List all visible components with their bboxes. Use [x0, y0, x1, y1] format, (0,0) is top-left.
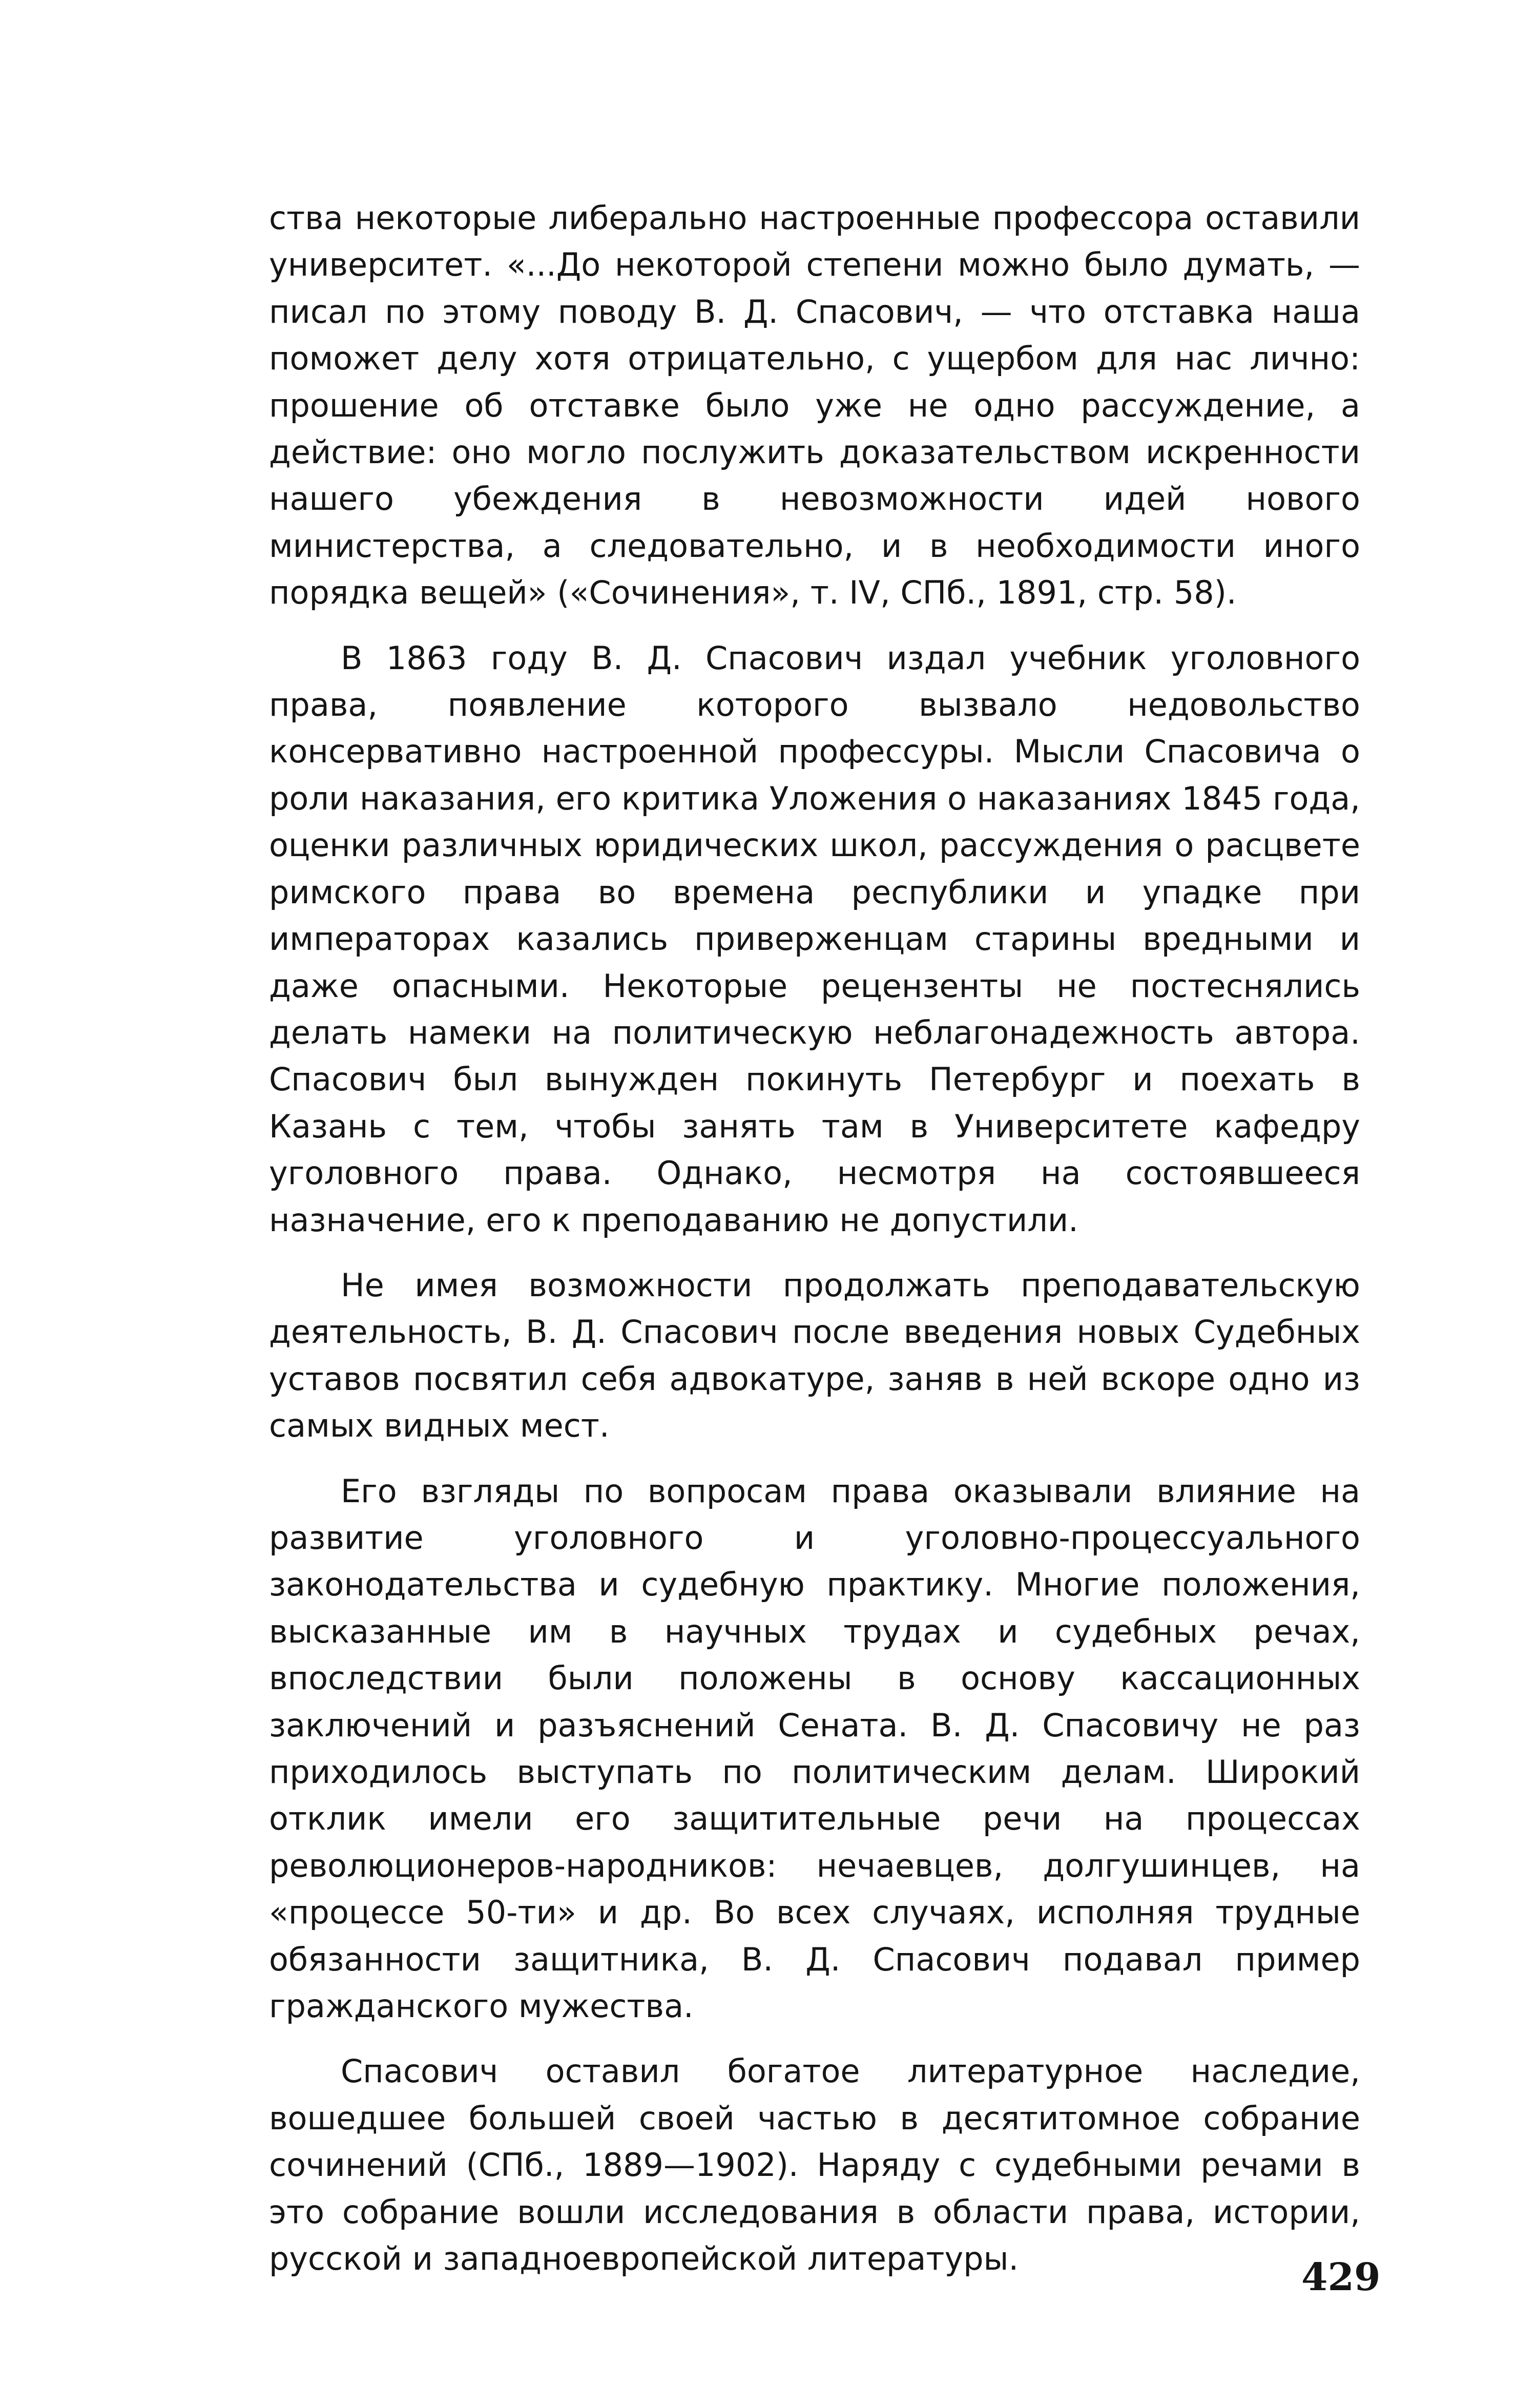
- paragraph-textbook-1863: В 1863 году В. Д. Спасович издал учебник уголовного права, появление которого вызвало недовольство консервативно настроенной профессуры. Мысли Спасовича о роли наказания, его критика Уложения о наказаниях 1845 года, оценки различных юридических школ, рассуждения о расцвете римского права во времена республики и упадке при императорах казались приверженцам старины вредными и даже опасными. Некоторые рецензенты не постеснялись делать намеки на политическую неблагонадежность автора. Спасович был вынужден покинуть Петербург и поехать в Казань с тем, чтобы занять там в Университете кафедру уголовного права. Однако, несмотря на состоявшееся назначение, его к преподаванию не допустили.: [269, 639, 1360, 1239]
- paragraph-literary-legacy: Спасович оставил богатое литературное наследие, вошедшее большей своей частью в десятитомное собрание сочинений (СПб., 1889—1902). Наряду с судебными речами в это собрание вошли исследования в области права, истории, русской и западноевропейской литературы.: [269, 2052, 1360, 2278]
- page-number: 429: [1301, 2255, 1381, 2299]
- paragraph-advocacy: Не имея возможности продолжать преподавательскую деятельность, В. Д. Спасович после введения новых Судебных уставов посвятил себя адвокатуре, заняв в ней вскоре одно из самых видных мест.: [269, 1266, 1360, 1445]
- paragraph-influence: Его взгляды по вопросам права оказывали влияние на развитие уголовного и уголовно-процессуального законодательства и судебную практику. Многие положения, высказанные им в научных трудах и судебных речах, впоследствии были положены в основу кассационных заключений и разъяснений Сената. В. Д. Спасовичу не раз приходилось выступать по политическим делам. Широкий отклик имели его защитительные речи на процессах революционеров-народников: нечаевцев, долгушинцев, на «процессе 50-ти» и др. Во всех случаях, исполняя трудные обязанности защитника, В. Д. Спасович подавал пример гражданского мужества.: [269, 1472, 1360, 2025]
- paragraph-continuation: ства некоторые либерально настроенные профессора оставили университет. «...До некоторой степени можно было думать, — писал по этому поводу В. Д. Спасович, — что отставка наша поможет делу хотя отрицательно, с ущербом для нас лично: прошение об отставке было уже не одно рассуждение, а действие: оно могло послужить доказательством искренности нашего убеждения в невозможности идей нового министерства, а следовательно, и в необходимости иного порядка вещей» («Сочинения», т. IV, СПб., 1891, стр. 58).: [269, 199, 1360, 612]
- body-text: [269, 195, 1360, 2282]
